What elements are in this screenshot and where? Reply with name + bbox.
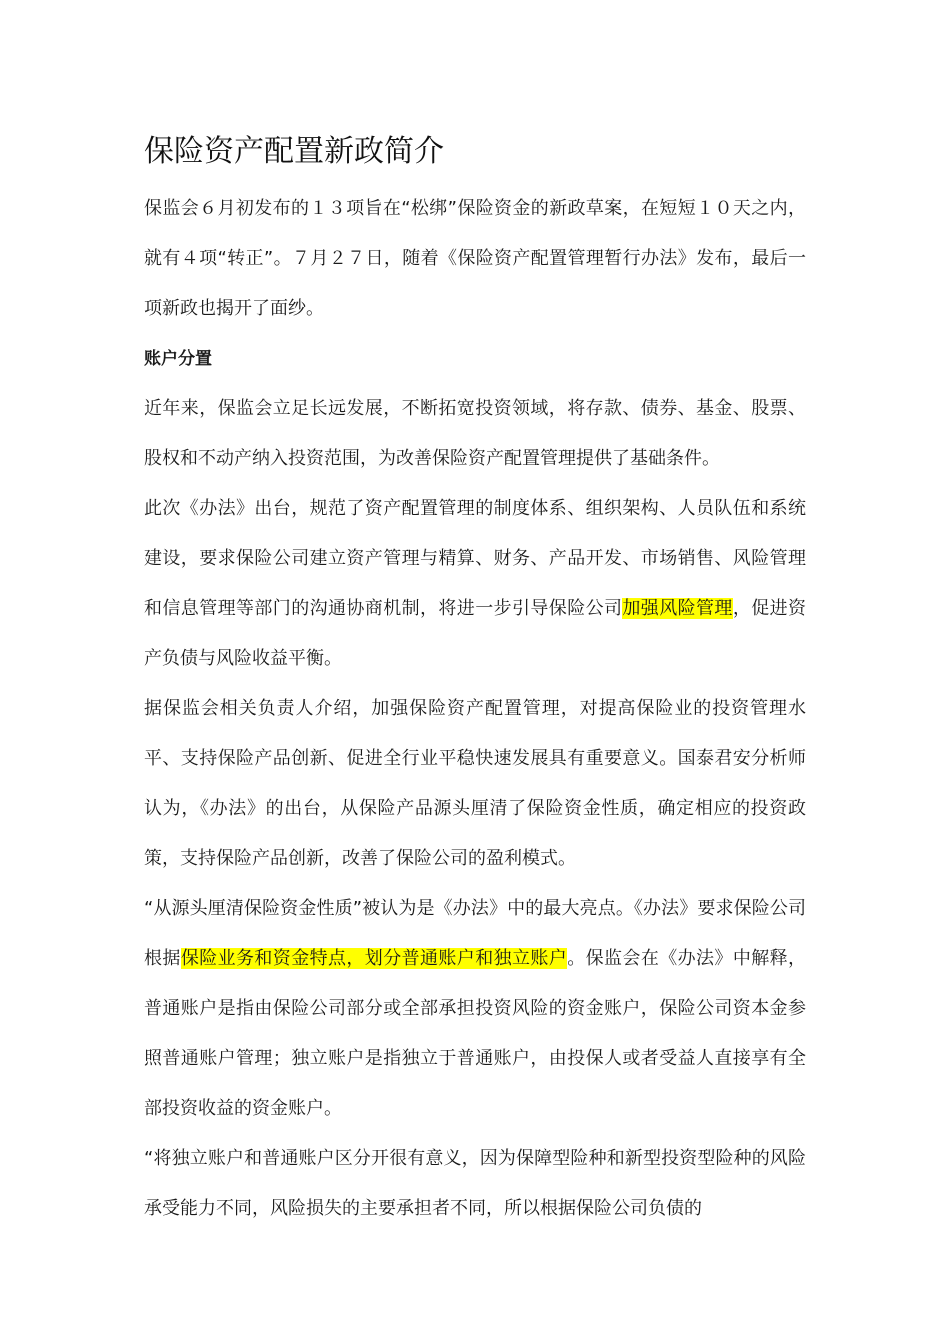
paragraph-4	[144, 884, 806, 1134]
intro-paragraph: 保监会６月初发布的１３项旨在“松绑”保险资金的新政草案，在短短１０天之内，就有４项“转正”。７月２７日，随着《保险资产配置管理暂行办法》发布，最后一项新政也揭开了面纱。	[144, 198, 806, 319]
highlighted-text-account-split: 保险业务和资金特点，划分普通账户和独立账户	[180, 948, 568, 969]
paragraph-4-text-start: “从源头厘清保险资金性质”被认为是《办法》中的最大亮点。《办法》要求保险公司根据	[144, 898, 806, 969]
paragraph-2	[144, 484, 806, 684]
paragraph-2-text-end: ，促进资产负债与风险收益平衡。	[144, 598, 807, 669]
paragraph-3: 据保监会相关负责人介绍，加强保险资产配置管理，对提高保险业的投资管理水平、支持保险产品创新、促进全行业平稳快速发展具有重要意义。国泰君安分析师认为，《办法》的出台，从保险产品源头厘清了保险资金性质，确定相应的投资政策，支持保险产品创新，改善了保险公司的盈利模式。	[144, 698, 806, 869]
paragraph-1: 近年来，保监会立足长远发展，不断拓宽投资领域，将存款、债券、基金、股票、股权和不动产纳入投资范围，为改善保险资产配置管理提供了基础条件。	[144, 398, 806, 469]
section-heading: 账户分置	[144, 349, 212, 369]
highlighted-text-risk-management: 加强风险管理	[622, 598, 733, 619]
document-page	[144, 130, 806, 1234]
paragraph-2-text-start: 此次《办法》出台，规范了资产配置管理的制度体系、组织架构、人员队伍和系统建设，要求保险公司建立资产管理与精算、财务、产品开发、市场销售、风险管理和信息管理等部门的沟通协商机制，将进一步引导保险公司	[144, 498, 806, 619]
paragraph-4-text-end: 。保监会在《办法》中解释，普通账户是指由保险公司部分或全部承担投资风险的资金账户，保险公司资本金参照普通账户管理；独立账户是指独立于普通账户，由投保人或者受益人直接享有全部投资收益的资金账户。	[144, 948, 807, 1119]
document-title: 保险资产配置新政简介	[144, 134, 444, 169]
paragraph-5: “将独立账户和普通账户区分开很有意义，因为保障型险种和新型投资型险种的风险承受能力不同，风险损失的主要承担者不同，所以根据保险公司负债的	[144, 1148, 806, 1219]
